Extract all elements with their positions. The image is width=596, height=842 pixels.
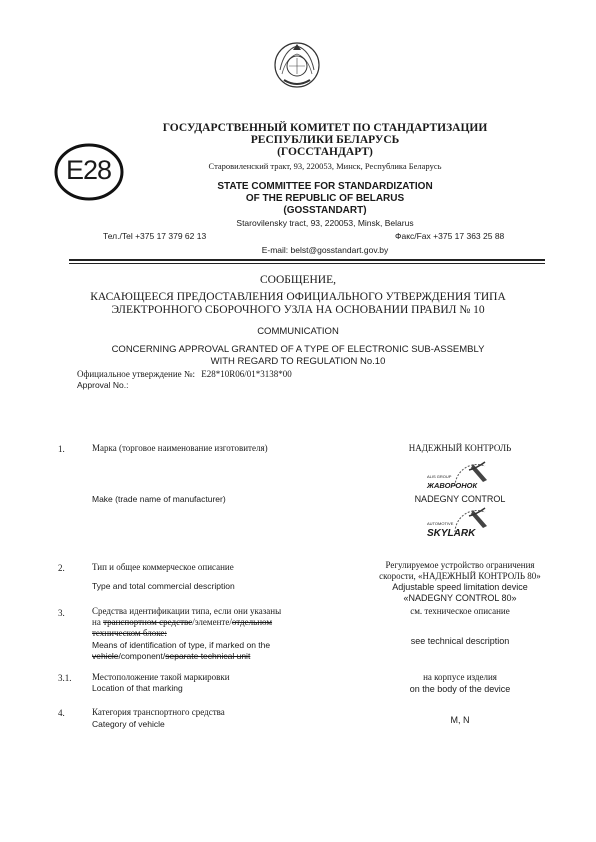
- zhavoronok-logo: [425, 460, 495, 492]
- item-2-value-ru-line2: скорости, «НАДЕЖНЫЙ КОНТРОЛЬ 80»: [379, 571, 541, 581]
- telephone: Тел./Tel +375 17 379 62 13: [103, 231, 207, 241]
- org-name-en-line2: OF THE REPUBLIC OF BELARUS: [245, 193, 405, 204]
- item-2-value-en-line1: Adjustable speed limitation device: [392, 582, 528, 592]
- item-3-struck-unit-ru: техническом блоке:: [92, 628, 167, 638]
- item-3-struck-vehicle-en: vehicle: [92, 651, 119, 661]
- org-name-ru-line3: (ГОССТАНДАРТ): [277, 146, 373, 158]
- item-2-number: 2.: [58, 563, 65, 573]
- item-3-label-ru-line2: [92, 617, 342, 628]
- fax: Факс/Fax +375 17 363 25 88: [395, 231, 505, 241]
- address-en: Starovilensky tract, 93, 220053, Minsk, Belarus: [236, 218, 414, 228]
- item-2-value: [350, 560, 570, 604]
- item-3-struck-separate-en: separate technical unit: [165, 651, 251, 661]
- approval-number: E28*10R06/01*3138*00: [201, 369, 292, 379]
- item-2-value-en-line2: «NADEGNY CONTROL 80»: [403, 593, 517, 603]
- item-1-value-ru: НАДЕЖНЫЙ КОНТРОЛЬ: [408, 443, 512, 453]
- item-3-value-en: see technical description: [410, 636, 510, 646]
- communication-subtitle-ru-line1: КАСАЮЩЕЕСЯ ПРЕДОСТАВЛЕНИЯ ОФИЦИАЛЬНОГО УТВЕРЖДЕНИЯ ТИПА: [90, 291, 506, 303]
- item-1-label-en: Make (trade name of manufacturer): [92, 494, 226, 504]
- item-3-text-component: /component/: [118, 651, 166, 661]
- item-3-struck-vehicle-ru: транспортном средстве: [103, 617, 193, 627]
- communication-title-en: COMMUNICATION: [257, 326, 339, 337]
- item-3-struck-separate-ru: отдельном: [231, 617, 273, 627]
- item-3-value-ru: см. техническое описание: [410, 606, 510, 616]
- item-3-label-ru: [92, 606, 342, 639]
- org-name-en-line3: (GOSSTANDART): [283, 205, 367, 216]
- item-2-value-ru-line1: Регулируемое устройство ограничения: [385, 560, 535, 570]
- item-4-value: M, N: [450, 715, 470, 725]
- logo2-top-text: AUTOMOTIVE: [427, 521, 454, 526]
- org-name-ru-line1: ГОСУДАРСТВЕННЫЙ КОМИТЕТ ПО СТАНДАРТИЗАЦИИ: [162, 122, 488, 134]
- logo2-text: SKYLARK: [427, 528, 476, 539]
- item-4-number: 4.: [58, 708, 65, 718]
- communication-subtitle-ru-line2: ЭЛЕКТРОННОГО СБОРОЧНОГО УЗЛА НА ОСНОВАНИИ ПРАВИЛ № 10: [111, 304, 485, 316]
- communication-subtitle-en-line2: WITH REGARD TO REGULATION No.10: [210, 356, 386, 367]
- item-3-label-ru-line1: Средства идентификации типа, если они указаны: [92, 606, 282, 616]
- address-ru: Старовиленский тракт, 93, 220053, Минск, Республика Беларусь: [208, 161, 442, 171]
- item-1-number: 1.: [58, 444, 65, 454]
- item-3-1-label-en: Location of that marking: [92, 683, 183, 693]
- item-3-text-element: /элементе/: [192, 617, 232, 627]
- state-emblem-icon: [272, 40, 322, 90]
- e-mark-logo: [53, 142, 125, 202]
- approval-label-en: Approval No.:: [77, 380, 129, 390]
- item-3-1-number: 3.1.: [58, 673, 72, 683]
- item-3-number: 3.: [58, 608, 65, 618]
- item-1-value-en: NADEGNY CONTROL: [414, 494, 506, 504]
- org-name-en-line1: STATE COMMITTEE FOR STANDARDIZATION: [217, 181, 433, 192]
- approval-number-block: [77, 369, 292, 391]
- item-3-1-label-ru: Местоположение такой маркировки: [92, 672, 230, 682]
- item-4-label-en: Category of vehicle: [92, 719, 165, 729]
- logo1-top-text: ALIS GROUP: [427, 474, 452, 479]
- communication-subtitle-en-line1: CONCERNING APPROVAL GRANTED OF A TYPE OF ELECTRONIC SUB-ASSEMBLY: [111, 344, 485, 355]
- skylark-logo: [425, 506, 495, 542]
- item-4-label-ru: Категория транспортного средства: [92, 707, 225, 717]
- item-3-1-value-en: on the body of the device: [409, 684, 511, 694]
- communication-title-ru: СООБЩЕНИЕ,: [259, 274, 337, 286]
- item-3-1-value-ru: на корпусе изделия: [423, 672, 497, 682]
- header-divider-thin: [69, 263, 545, 264]
- item-3-label-en: [92, 640, 342, 662]
- item-1-label-ru: Марка (торговое наименование изготовителя): [92, 443, 268, 453]
- item-3-text-na: на: [92, 617, 104, 627]
- item-3-label-en-line2: [92, 651, 342, 662]
- org-name-ru-line2: РЕСПУБЛИКИ БЕЛАРУСЬ: [250, 134, 400, 146]
- item-2-label-ru: Тип и общее коммерческое описание: [92, 562, 234, 572]
- logo1-text: ЖАВОРОНОК: [427, 481, 478, 490]
- header-divider-thick: [69, 259, 545, 261]
- item-3-label-en-line1: Means of identification of type, if marked on the: [92, 640, 271, 650]
- e-mark-text: E28: [66, 155, 112, 185]
- approval-label-ru: Официальное утверждение №:: [77, 369, 196, 379]
- email: E-mail: belst@gosstandart.gov.by: [261, 245, 389, 255]
- item-2-label-en: Type and total commercial description: [92, 581, 235, 591]
